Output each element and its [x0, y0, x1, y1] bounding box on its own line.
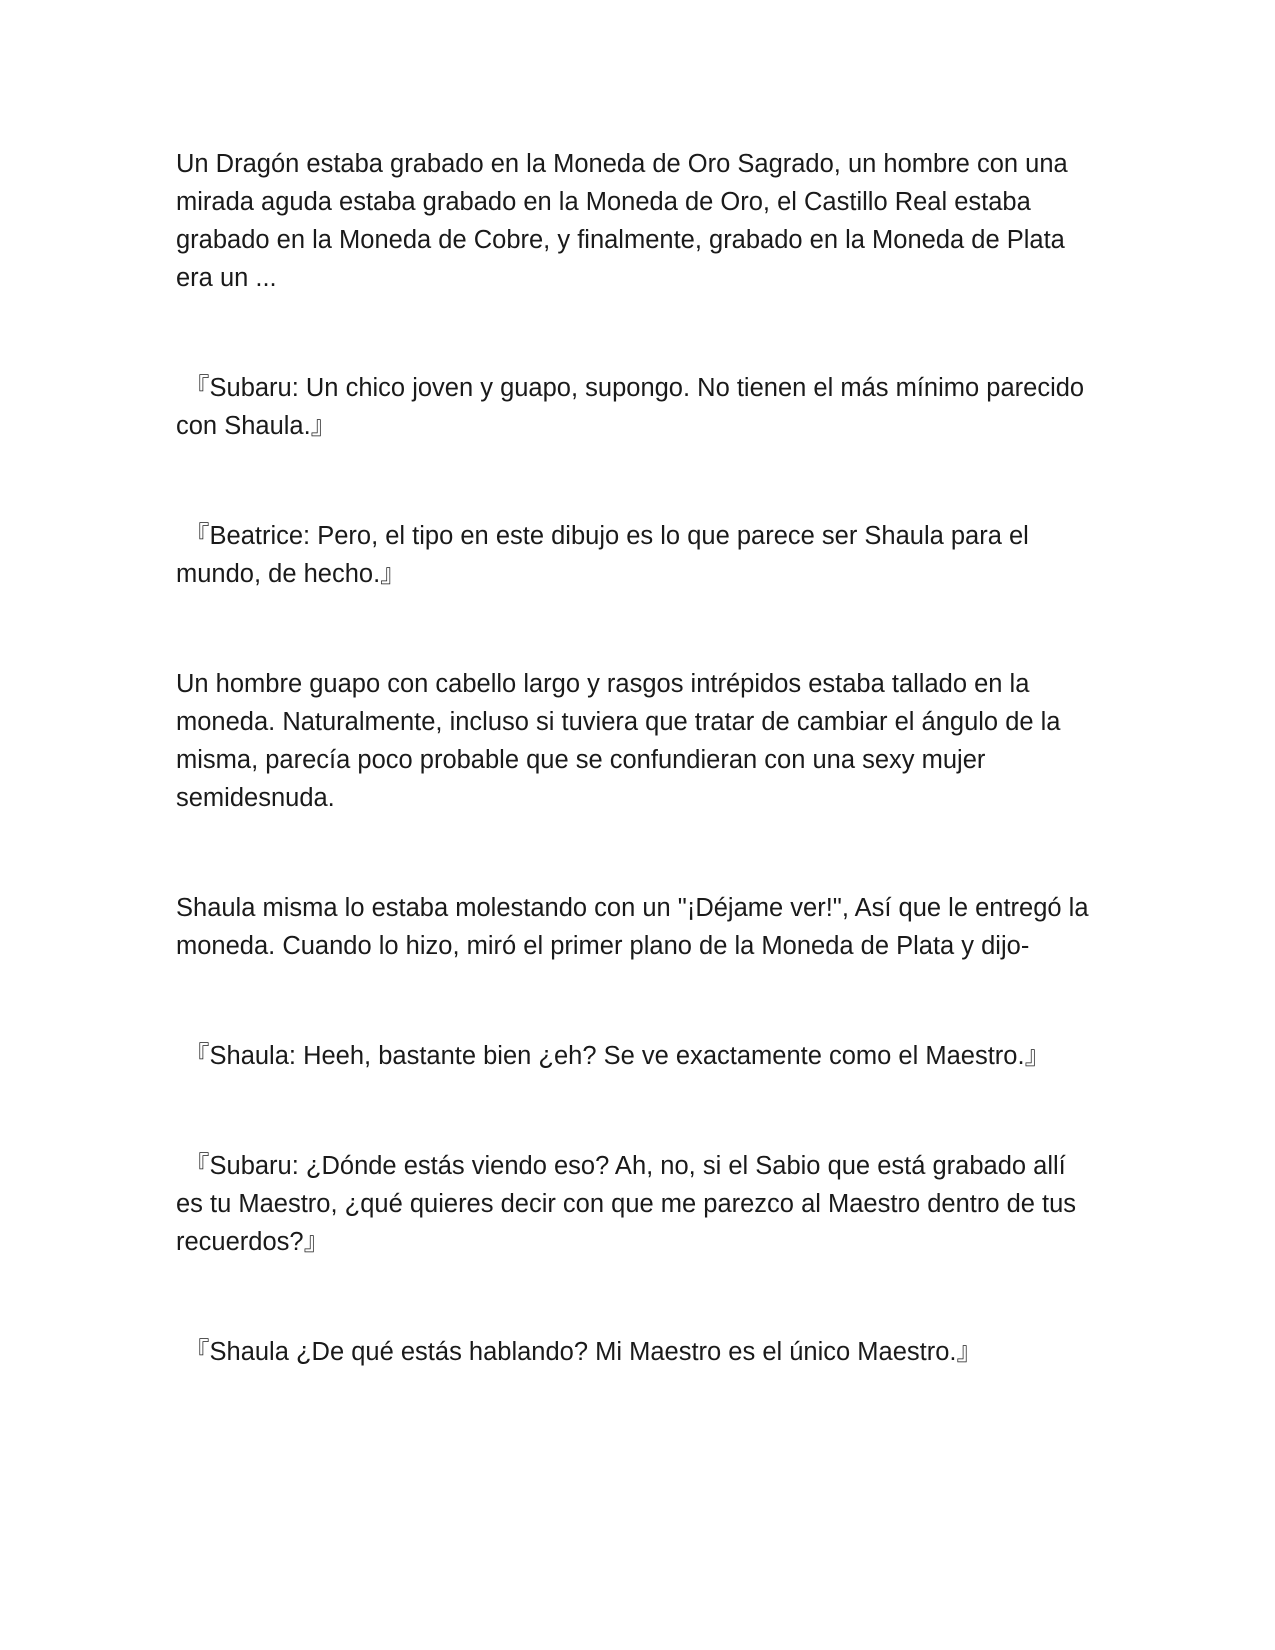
paragraph-dialogue: 『Subaru: ¿Dónde estás viendo eso? Ah, no, si el Sabio que está grabado allí es tu Maestro, ¿qué quieres decir con que me parezco al Maestro dentro de tus recuerdos?』 — [176, 1152, 1077, 1256]
paragraph-dialogue: 『Subaru: Un chico joven y guapo, supongo. No tienen el más mínimo parecido con Shaula.』 — [176, 374, 1085, 440]
paragraph-dialogue: 『Shaula ¿De qué estás hablando? Mi Maestro es el único Maestro.』 — [184, 1338, 982, 1366]
paragraph-dialogue: 『Beatrice: Pero, el tipo en este dibujo es lo que parece ser Shaula para el mundo, de hecho.』 — [176, 522, 1029, 588]
document-body — [0, 145, 1275, 1371]
paragraph-dialogue: 『Shaula: Heeh, bastante bien ¿eh? Se ve exactamente como el Maestro.』 — [184, 1042, 1051, 1070]
paragraph-narration: Un Dragón estaba grabado en la Moneda de Oro Sagrado, un hombre con una mirada aguda estaba grabado en la Moneda de Oro, el Castillo Real estaba grabado en la Moneda de Cobre, y finalmente, grabado en la Moneda de Plata era un ... — [176, 150, 1068, 292]
paragraph-narration: Un hombre guapo con cabello largo y rasgos intrépidos estaba tallado en la moneda. Naturalmente, incluso si tuviera que tratar de cambiar el ángulo de la misma, parecía poco probable que se confundieran con una sexy mujer semidesnuda. — [176, 670, 1061, 812]
paragraph-narration: Shaula misma lo estaba molestando con un "¡Déjame ver!", Así que le entregó la moneda. Cuando lo hizo, miró el primer plano de la Moneda de Plata y dijo- — [176, 894, 1089, 960]
